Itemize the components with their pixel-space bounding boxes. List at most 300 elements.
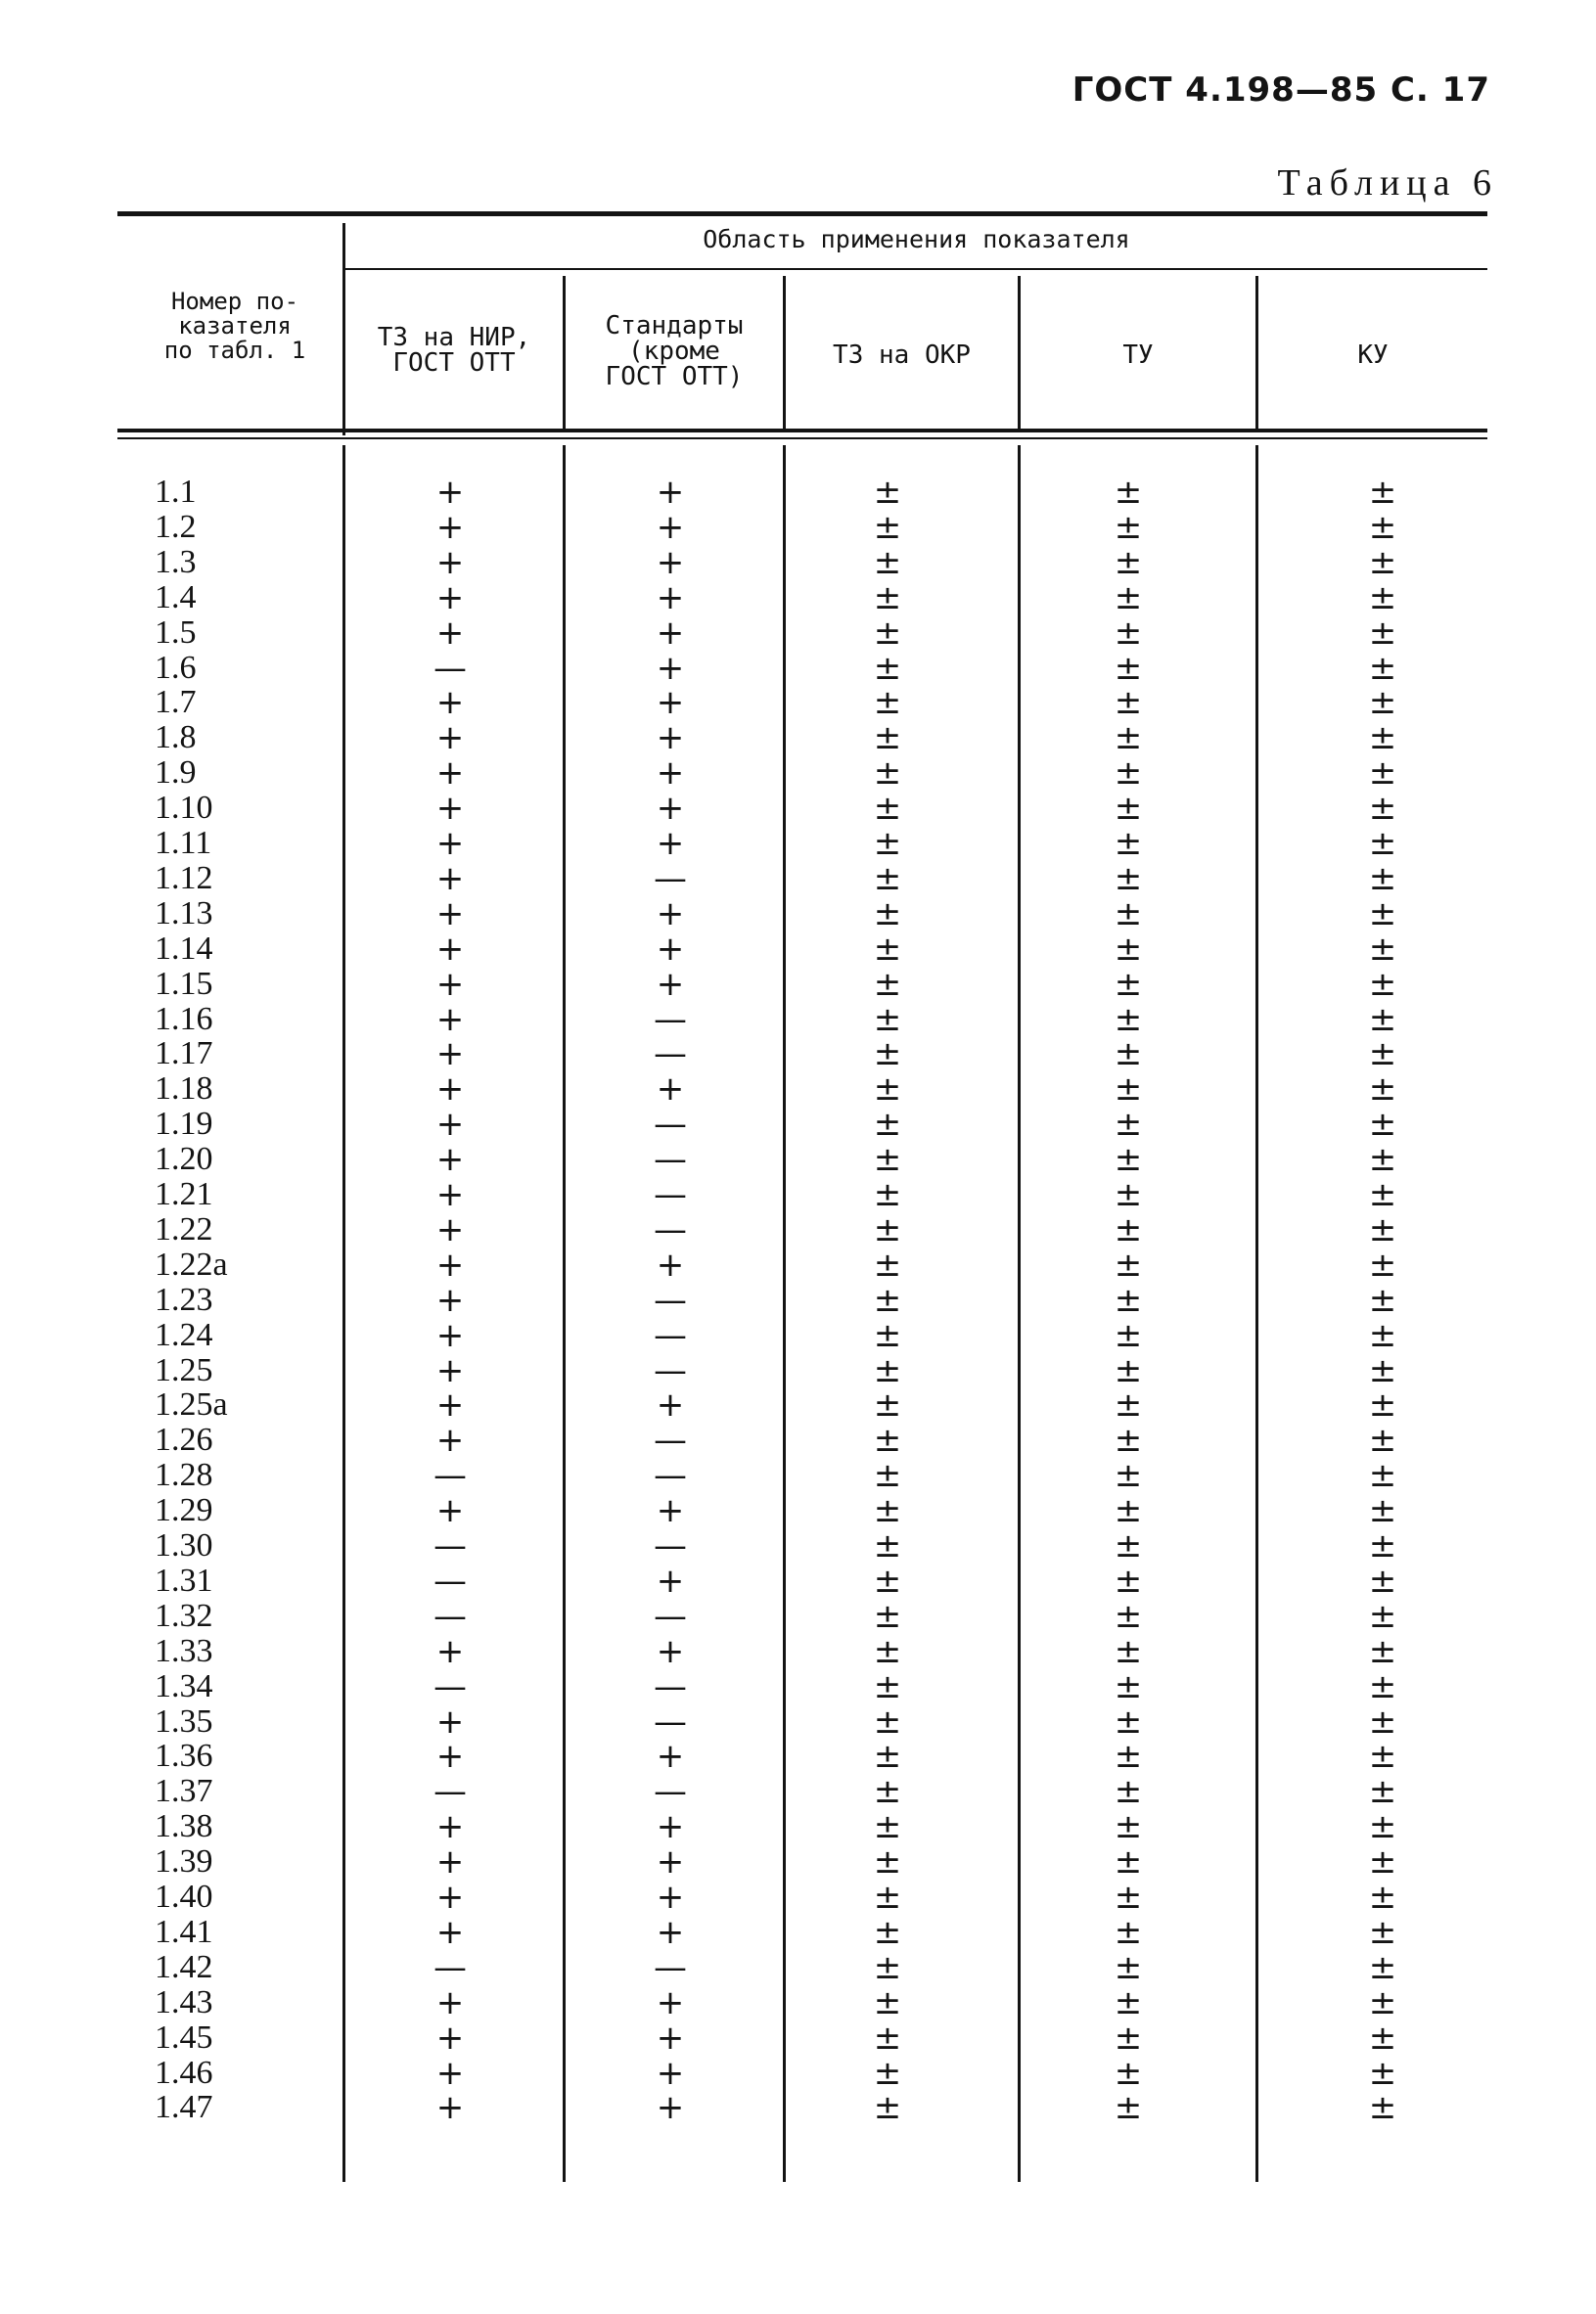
cell-mark-tz-okr: ± <box>873 1562 902 1601</box>
row-number: 1.24 <box>155 1317 213 1353</box>
cell-mark-ku: ± <box>1368 1632 1397 1671</box>
row-number: 1.1 <box>155 474 197 510</box>
cell-mark-tz-nir: — <box>433 649 467 688</box>
cell-mark-tz-okr: ± <box>873 753 902 793</box>
cell-mark-standards: + <box>656 1842 685 1882</box>
cell-mark-tz-okr: ± <box>873 1069 902 1109</box>
row-number: 1.47 <box>155 2089 213 2125</box>
cell-mark-tz-nir: + <box>435 1069 465 1109</box>
cell-mark-tu: ± <box>1114 1842 1143 1882</box>
row-header-line: Номер по- <box>170 288 299 315</box>
group-header-rule <box>345 268 1487 270</box>
cell-mark-tu: ± <box>1114 1069 1143 1109</box>
cell-mark-tu: ± <box>1114 1948 1143 1987</box>
row-number: 1.16 <box>155 1001 213 1037</box>
cell-mark-ku: ± <box>1368 1878 1397 1917</box>
row-number: 1.2 <box>155 509 197 545</box>
row-header-line: казателя <box>178 312 292 340</box>
cell-mark-ku: ± <box>1368 1069 1397 1109</box>
column-header-tz-okr <box>786 342 1018 368</box>
cell-mark-tu: ± <box>1114 718 1143 757</box>
cell-mark-tz-okr: ± <box>873 1948 902 1987</box>
cell-mark-tz-nir: + <box>435 824 465 863</box>
cell-mark-tz-okr: ± <box>873 1597 902 1636</box>
cell-mark-ku: ± <box>1368 1842 1397 1882</box>
cell-mark-tz-nir: + <box>435 859 465 898</box>
cell-mark-ku: ± <box>1368 1562 1397 1601</box>
cell-mark-ku: ± <box>1368 1385 1397 1425</box>
row-number: 1.45 <box>155 2019 213 2056</box>
cell-mark-tz-nir: + <box>435 930 465 969</box>
cell-mark-ku: ± <box>1368 1737 1397 1776</box>
cell-mark-tz-nir: + <box>435 1000 465 1039</box>
cell-mark-tz-okr: ± <box>873 508 902 547</box>
cell-mark-tu: ± <box>1114 930 1143 969</box>
cell-mark-tz-nir: + <box>435 1807 465 1846</box>
cell-mark-ku: ± <box>1368 508 1397 547</box>
cell-mark-ku: ± <box>1368 1246 1397 1285</box>
cell-mark-ku: ± <box>1368 789 1397 828</box>
cell-mark-tz-nir: — <box>433 1667 467 1706</box>
cell-mark-tu: ± <box>1114 1034 1143 1073</box>
cell-mark-tu: ± <box>1114 1385 1143 1425</box>
group-header: Область применения показателя <box>703 225 1130 253</box>
row-header-line: по табл. 1 <box>163 337 306 364</box>
cell-mark-standards: — <box>654 1140 687 1179</box>
cell-mark-tz-okr: ± <box>873 1105 902 1144</box>
cell-mark-tu: ± <box>1114 649 1143 688</box>
cell-mark-ku: ± <box>1368 1667 1397 1706</box>
cell-mark-tz-okr: ± <box>873 965 902 1004</box>
cell-mark-tz-nir: + <box>435 1913 465 1952</box>
cell-mark-tu: ± <box>1114 2054 1143 2093</box>
cell-mark-standards: + <box>656 1878 685 1917</box>
cell-mark-tu: ± <box>1114 1562 1143 1601</box>
cell-mark-tz-nir: + <box>435 1034 465 1073</box>
cell-mark-tu: ± <box>1114 1491 1143 1530</box>
cell-mark-ku: ± <box>1368 1807 1397 1846</box>
cell-mark-tz-okr: ± <box>873 1140 902 1179</box>
column-divider-body <box>783 445 786 2182</box>
row-number: 1.7 <box>155 684 197 720</box>
cell-mark-ku: ± <box>1368 1034 1397 1073</box>
cell-mark-tz-nir: + <box>435 1421 465 1460</box>
cell-mark-tu: ± <box>1114 1175 1143 1214</box>
cell-mark-ku: ± <box>1368 1597 1397 1636</box>
cell-mark-tz-nir: — <box>433 1526 467 1565</box>
cell-mark-ku: ± <box>1368 1281 1397 1320</box>
cell-mark-tz-okr: ± <box>873 894 902 933</box>
cell-mark-tz-okr: ± <box>873 859 902 898</box>
cell-mark-ku: ± <box>1368 649 1397 688</box>
cell-mark-tz-okr: ± <box>873 2088 902 2127</box>
row-number: 1.22 <box>155 1211 213 1248</box>
cell-mark-tz-okr: ± <box>873 930 902 969</box>
cell-mark-tz-nir: + <box>435 683 465 722</box>
table-caption: Таблица 6 <box>1277 162 1498 204</box>
page-header: ГОСТ 4.198—85 С. 17 <box>1072 70 1490 110</box>
cell-mark-tz-nir: + <box>435 578 465 617</box>
cell-mark-tu: ± <box>1114 1246 1143 1285</box>
cell-mark-tz-nir: + <box>435 613 465 653</box>
row-number: 1.39 <box>155 1843 213 1880</box>
cell-mark-tu: ± <box>1114 1281 1143 1320</box>
cell-mark-tz-okr: ± <box>873 613 902 653</box>
cell-mark-tz-nir: + <box>435 1246 465 1285</box>
cell-mark-standards: — <box>654 1526 687 1565</box>
cell-mark-ku: ± <box>1368 1175 1397 1214</box>
column-header-line: КУ <box>1357 340 1389 370</box>
cell-mark-ku: ± <box>1368 473 1397 512</box>
cell-mark-tz-nir: + <box>435 1175 465 1214</box>
row-number: 1.30 <box>155 1527 213 1564</box>
cell-mark-tz-nir: — <box>433 1456 467 1495</box>
cell-mark-tz-nir: + <box>435 753 465 793</box>
column-header-line: ГОСТ ОТТ <box>392 348 516 378</box>
cell-mark-tz-okr: ± <box>873 1807 902 1846</box>
row-number: 1.8 <box>155 719 197 755</box>
column-header-line: ТЗ на ОКР <box>833 340 971 370</box>
row-number: 1.18 <box>155 1070 213 1107</box>
cell-mark-tz-nir: — <box>433 1597 467 1636</box>
cell-mark-tu: ± <box>1114 1140 1143 1179</box>
row-number: 1.40 <box>155 1879 213 1915</box>
cell-mark-standards: + <box>656 1069 685 1109</box>
cell-mark-tz-okr: ± <box>873 1316 902 1355</box>
cell-mark-standards: — <box>654 1351 687 1390</box>
header-bottom-rule <box>117 429 1487 432</box>
cell-mark-tz-nir: + <box>435 2088 465 2127</box>
cell-mark-tz-okr: ± <box>873 1737 902 1776</box>
cell-mark-tu: ± <box>1114 1210 1143 1249</box>
cell-mark-standards: — <box>654 1316 687 1355</box>
row-number: 1.29 <box>155 1492 213 1528</box>
row-number: 1.36 <box>155 1738 213 1774</box>
column-divider-body <box>342 445 345 2182</box>
row-number: 1.42 <box>155 1949 213 1985</box>
row-number: 1.19 <box>155 1106 213 1142</box>
row-number: 1.28 <box>155 1457 213 1493</box>
column-header-standards <box>566 313 783 389</box>
cell-mark-ku: ± <box>1368 1351 1397 1390</box>
cell-mark-standards: + <box>656 894 685 933</box>
cell-mark-tz-nir: + <box>435 2019 465 2058</box>
cell-mark-tu: ± <box>1114 1702 1143 1742</box>
cell-mark-tz-okr: ± <box>873 1000 902 1039</box>
cell-mark-standards: — <box>654 1948 687 1987</box>
cell-mark-tz-okr: ± <box>873 1175 902 1214</box>
cell-mark-ku: ± <box>1368 1983 1397 2022</box>
table-top-rule <box>117 211 1487 216</box>
cell-mark-tz-nir: + <box>435 473 465 512</box>
column-divider-body <box>1018 445 1021 2182</box>
cell-mark-tz-nir: + <box>435 1878 465 1917</box>
cell-mark-tz-nir: + <box>435 1491 465 1530</box>
cell-mark-tu: ± <box>1114 1105 1143 1144</box>
cell-mark-tu: ± <box>1114 1000 1143 1039</box>
cell-mark-standards: + <box>656 1807 685 1846</box>
cell-mark-tu: ± <box>1114 1878 1143 1917</box>
row-number: 1.15 <box>155 966 213 1002</box>
cell-mark-tz-nir: + <box>435 1210 465 1249</box>
row-header <box>137 290 333 363</box>
cell-mark-tz-nir: + <box>435 1842 465 1882</box>
cell-mark-ku: ± <box>1368 2019 1397 2058</box>
cell-mark-ku: ± <box>1368 1702 1397 1742</box>
cell-mark-ku: ± <box>1368 965 1397 1004</box>
cell-mark-tz-okr: ± <box>873 1526 902 1565</box>
cell-mark-standards: — <box>654 1421 687 1460</box>
cell-mark-tz-nir: + <box>435 1983 465 2022</box>
cell-mark-tz-okr: ± <box>873 649 902 688</box>
cell-mark-tz-okr: ± <box>873 1491 902 1530</box>
cell-mark-ku: ± <box>1368 1456 1397 1495</box>
cell-mark-tz-okr: ± <box>873 2019 902 2058</box>
row-number: 1.22а <box>155 1247 228 1283</box>
cell-mark-tz-okr: ± <box>873 1351 902 1390</box>
cell-mark-tz-nir: + <box>435 965 465 1004</box>
cell-mark-tz-okr: ± <box>873 789 902 828</box>
cell-mark-tz-okr: ± <box>873 1702 902 1742</box>
cell-mark-tu: ± <box>1114 1526 1143 1565</box>
cell-mark-ku: ± <box>1368 1000 1397 1039</box>
column-header-ku <box>1258 342 1487 368</box>
cell-mark-tz-okr: ± <box>873 1842 902 1882</box>
row-number: 1.13 <box>155 895 213 931</box>
cell-mark-tz-nir: — <box>433 1562 467 1601</box>
row-number: 1.38 <box>155 1808 213 1844</box>
row-number: 1.10 <box>155 790 213 826</box>
cell-mark-tu: ± <box>1114 508 1143 547</box>
cell-mark-standards: + <box>656 1246 685 1285</box>
cell-mark-standards: — <box>654 1034 687 1073</box>
cell-mark-standards: + <box>656 1632 685 1671</box>
cell-mark-tz-nir: + <box>435 718 465 757</box>
row-number: 1.14 <box>155 930 213 967</box>
cell-mark-tu: ± <box>1114 1667 1143 1706</box>
cell-mark-tz-okr: ± <box>873 1632 902 1671</box>
cell-mark-standards: + <box>656 473 685 512</box>
cell-mark-standards: — <box>654 1667 687 1706</box>
cell-mark-tz-okr: ± <box>873 578 902 617</box>
cell-mark-tz-okr: ± <box>873 1913 902 1952</box>
cell-mark-tu: ± <box>1114 613 1143 653</box>
row-number: 1.17 <box>155 1035 213 1071</box>
cell-mark-tz-nir: + <box>435 508 465 547</box>
row-number: 1.9 <box>155 754 197 791</box>
cell-mark-standards: + <box>656 508 685 547</box>
column-header-line: (кроме <box>628 337 720 366</box>
cell-mark-standards: + <box>656 649 685 688</box>
row-number: 1.6 <box>155 650 197 686</box>
cell-mark-standards: — <box>654 1281 687 1320</box>
cell-mark-standards: + <box>656 613 685 653</box>
cell-mark-tz-nir: + <box>435 789 465 828</box>
cell-mark-standards: — <box>654 1175 687 1214</box>
cell-mark-tz-okr: ± <box>873 1281 902 1320</box>
cell-mark-tu: ± <box>1114 894 1143 933</box>
cell-mark-ku: ± <box>1368 1316 1397 1355</box>
cell-mark-standards: — <box>654 1456 687 1495</box>
column-divider-body <box>563 445 566 2182</box>
cell-mark-ku: ± <box>1368 1210 1397 1249</box>
cell-mark-standards: + <box>656 1913 685 1952</box>
row-number: 1.25 <box>155 1352 213 1388</box>
cell-mark-tz-nir: + <box>435 2054 465 2093</box>
row-number: 1.12 <box>155 860 213 896</box>
cell-mark-ku: ± <box>1368 2088 1397 2127</box>
row-number: 1.25а <box>155 1386 228 1423</box>
cell-mark-ku: ± <box>1368 1491 1397 1530</box>
cell-mark-standards: + <box>656 753 685 793</box>
cell-mark-tz-nir: + <box>435 1702 465 1742</box>
row-number: 1.41 <box>155 1914 213 1950</box>
cell-mark-tz-nir: + <box>435 543 465 582</box>
cell-mark-ku: ± <box>1368 1140 1397 1179</box>
cell-mark-tu: ± <box>1114 1807 1143 1846</box>
cell-mark-tu: ± <box>1114 1983 1143 2022</box>
cell-mark-tz-nir: + <box>435 1385 465 1425</box>
cell-mark-standards: + <box>656 578 685 617</box>
cell-mark-tz-nir: + <box>435 1632 465 1671</box>
row-number: 1.32 <box>155 1598 213 1634</box>
cell-mark-ku: ± <box>1368 859 1397 898</box>
cell-mark-standards: + <box>656 1983 685 2022</box>
row-number: 1.26 <box>155 1422 213 1458</box>
cell-mark-ku: ± <box>1368 1913 1397 1952</box>
cell-mark-standards: — <box>654 1210 687 1249</box>
cell-mark-standards: + <box>656 718 685 757</box>
cell-mark-tz-okr: ± <box>873 1385 902 1425</box>
column-header-line: ГОСТ ОТТ) <box>605 362 744 391</box>
cell-mark-tz-nir: — <box>433 1772 467 1811</box>
column-header-line: ТЗ на НИР, <box>377 323 531 352</box>
cell-mark-tz-okr: ± <box>873 824 902 863</box>
cell-mark-tz-okr: ± <box>873 718 902 757</box>
cell-mark-tz-okr: ± <box>873 1878 902 1917</box>
cell-mark-tz-nir: + <box>435 894 465 933</box>
cell-mark-tu: ± <box>1114 2088 1143 2127</box>
row-number: 1.21 <box>155 1176 213 1212</box>
cell-mark-tu: ± <box>1114 824 1143 863</box>
cell-mark-standards: + <box>656 789 685 828</box>
cell-mark-standards: — <box>654 1105 687 1144</box>
row-number: 1.4 <box>155 579 197 615</box>
cell-mark-tz-okr: ± <box>873 1983 902 2022</box>
cell-mark-tu: ± <box>1114 1456 1143 1495</box>
cell-mark-standards: + <box>656 1737 685 1776</box>
cell-mark-ku: ± <box>1368 578 1397 617</box>
cell-mark-tu: ± <box>1114 473 1143 512</box>
cell-mark-tz-okr: ± <box>873 1246 902 1285</box>
cell-mark-ku: ± <box>1368 930 1397 969</box>
cell-mark-tz-nir: + <box>435 1281 465 1320</box>
cell-mark-tz-okr: ± <box>873 1421 902 1460</box>
cell-mark-tz-nir: + <box>435 1351 465 1390</box>
column-header-line: Стандарты <box>605 311 744 340</box>
row-number: 1.11 <box>155 825 212 861</box>
cell-mark-standards: + <box>656 2019 685 2058</box>
cell-mark-ku: ± <box>1368 753 1397 793</box>
cell-mark-tu: ± <box>1114 578 1143 617</box>
cell-mark-ku: ± <box>1368 1421 1397 1460</box>
cell-mark-ku: ± <box>1368 824 1397 863</box>
cell-mark-ku: ± <box>1368 683 1397 722</box>
cell-mark-standards: — <box>654 1702 687 1742</box>
cell-mark-tu: ± <box>1114 683 1143 722</box>
cell-mark-tz-nir: + <box>435 1105 465 1144</box>
cell-mark-tu: ± <box>1114 1632 1143 1671</box>
cell-mark-tu: ± <box>1114 789 1143 828</box>
cell-mark-tu: ± <box>1114 1737 1143 1776</box>
cell-mark-tz-okr: ± <box>873 1667 902 1706</box>
cell-mark-tu: ± <box>1114 1913 1143 1952</box>
cell-mark-tz-okr: ± <box>873 1772 902 1811</box>
cell-mark-tu: ± <box>1114 965 1143 1004</box>
row-number: 1.23 <box>155 1282 213 1318</box>
cell-mark-tz-okr: ± <box>873 683 902 722</box>
cell-mark-standards: + <box>656 824 685 863</box>
cell-mark-standards: — <box>654 859 687 898</box>
cell-mark-tu: ± <box>1114 1421 1143 1460</box>
cell-mark-tu: ± <box>1114 543 1143 582</box>
cell-mark-ku: ± <box>1368 718 1397 757</box>
cell-mark-tu: ± <box>1114 753 1143 793</box>
cell-mark-standards: — <box>654 1772 687 1811</box>
row-number: 1.5 <box>155 614 197 651</box>
cell-mark-ku: ± <box>1368 1772 1397 1811</box>
row-number: 1.3 <box>155 544 197 580</box>
cell-mark-tz-okr: ± <box>873 2054 902 2093</box>
cell-mark-ku: ± <box>1368 2054 1397 2093</box>
cell-mark-ku: ± <box>1368 543 1397 582</box>
row-number: 1.43 <box>155 1984 213 2020</box>
cell-mark-tu: ± <box>1114 1351 1143 1390</box>
column-header-line: ТУ <box>1122 340 1154 370</box>
cell-mark-tu: ± <box>1114 1597 1143 1636</box>
cell-mark-tz-nir: + <box>435 1316 465 1355</box>
cell-mark-tz-okr: ± <box>873 473 902 512</box>
cell-mark-ku: ± <box>1368 1948 1397 1987</box>
cell-mark-standards: + <box>656 1562 685 1601</box>
cell-mark-ku: ± <box>1368 613 1397 653</box>
cell-mark-tu: ± <box>1114 1316 1143 1355</box>
cell-mark-ku: ± <box>1368 1105 1397 1144</box>
cell-mark-standards: + <box>656 965 685 1004</box>
cell-mark-standards: + <box>656 683 685 722</box>
cell-mark-standards: + <box>656 2054 685 2093</box>
cell-mark-tz-nir: + <box>435 1140 465 1179</box>
cell-mark-standards: + <box>656 930 685 969</box>
row-number: 1.46 <box>155 2055 213 2091</box>
cell-mark-tz-okr: ± <box>873 543 902 582</box>
column-header-tu <box>1021 342 1255 368</box>
cell-mark-tu: ± <box>1114 2019 1143 2058</box>
cell-mark-tz-okr: ± <box>873 1456 902 1495</box>
column-header-tz-nir <box>345 325 563 376</box>
cell-mark-tu: ± <box>1114 859 1143 898</box>
cell-mark-tu: ± <box>1114 1772 1143 1811</box>
row-number: 1.34 <box>155 1668 213 1704</box>
cell-mark-standards: — <box>654 1597 687 1636</box>
cell-mark-standards: + <box>656 1385 685 1425</box>
cell-mark-tz-okr: ± <box>873 1034 902 1073</box>
cell-mark-tz-okr: ± <box>873 1210 902 1249</box>
cell-mark-standards: + <box>656 1491 685 1530</box>
row-number: 1.20 <box>155 1141 213 1177</box>
column-divider-body <box>1255 445 1258 2182</box>
cell-mark-standards: + <box>656 543 685 582</box>
